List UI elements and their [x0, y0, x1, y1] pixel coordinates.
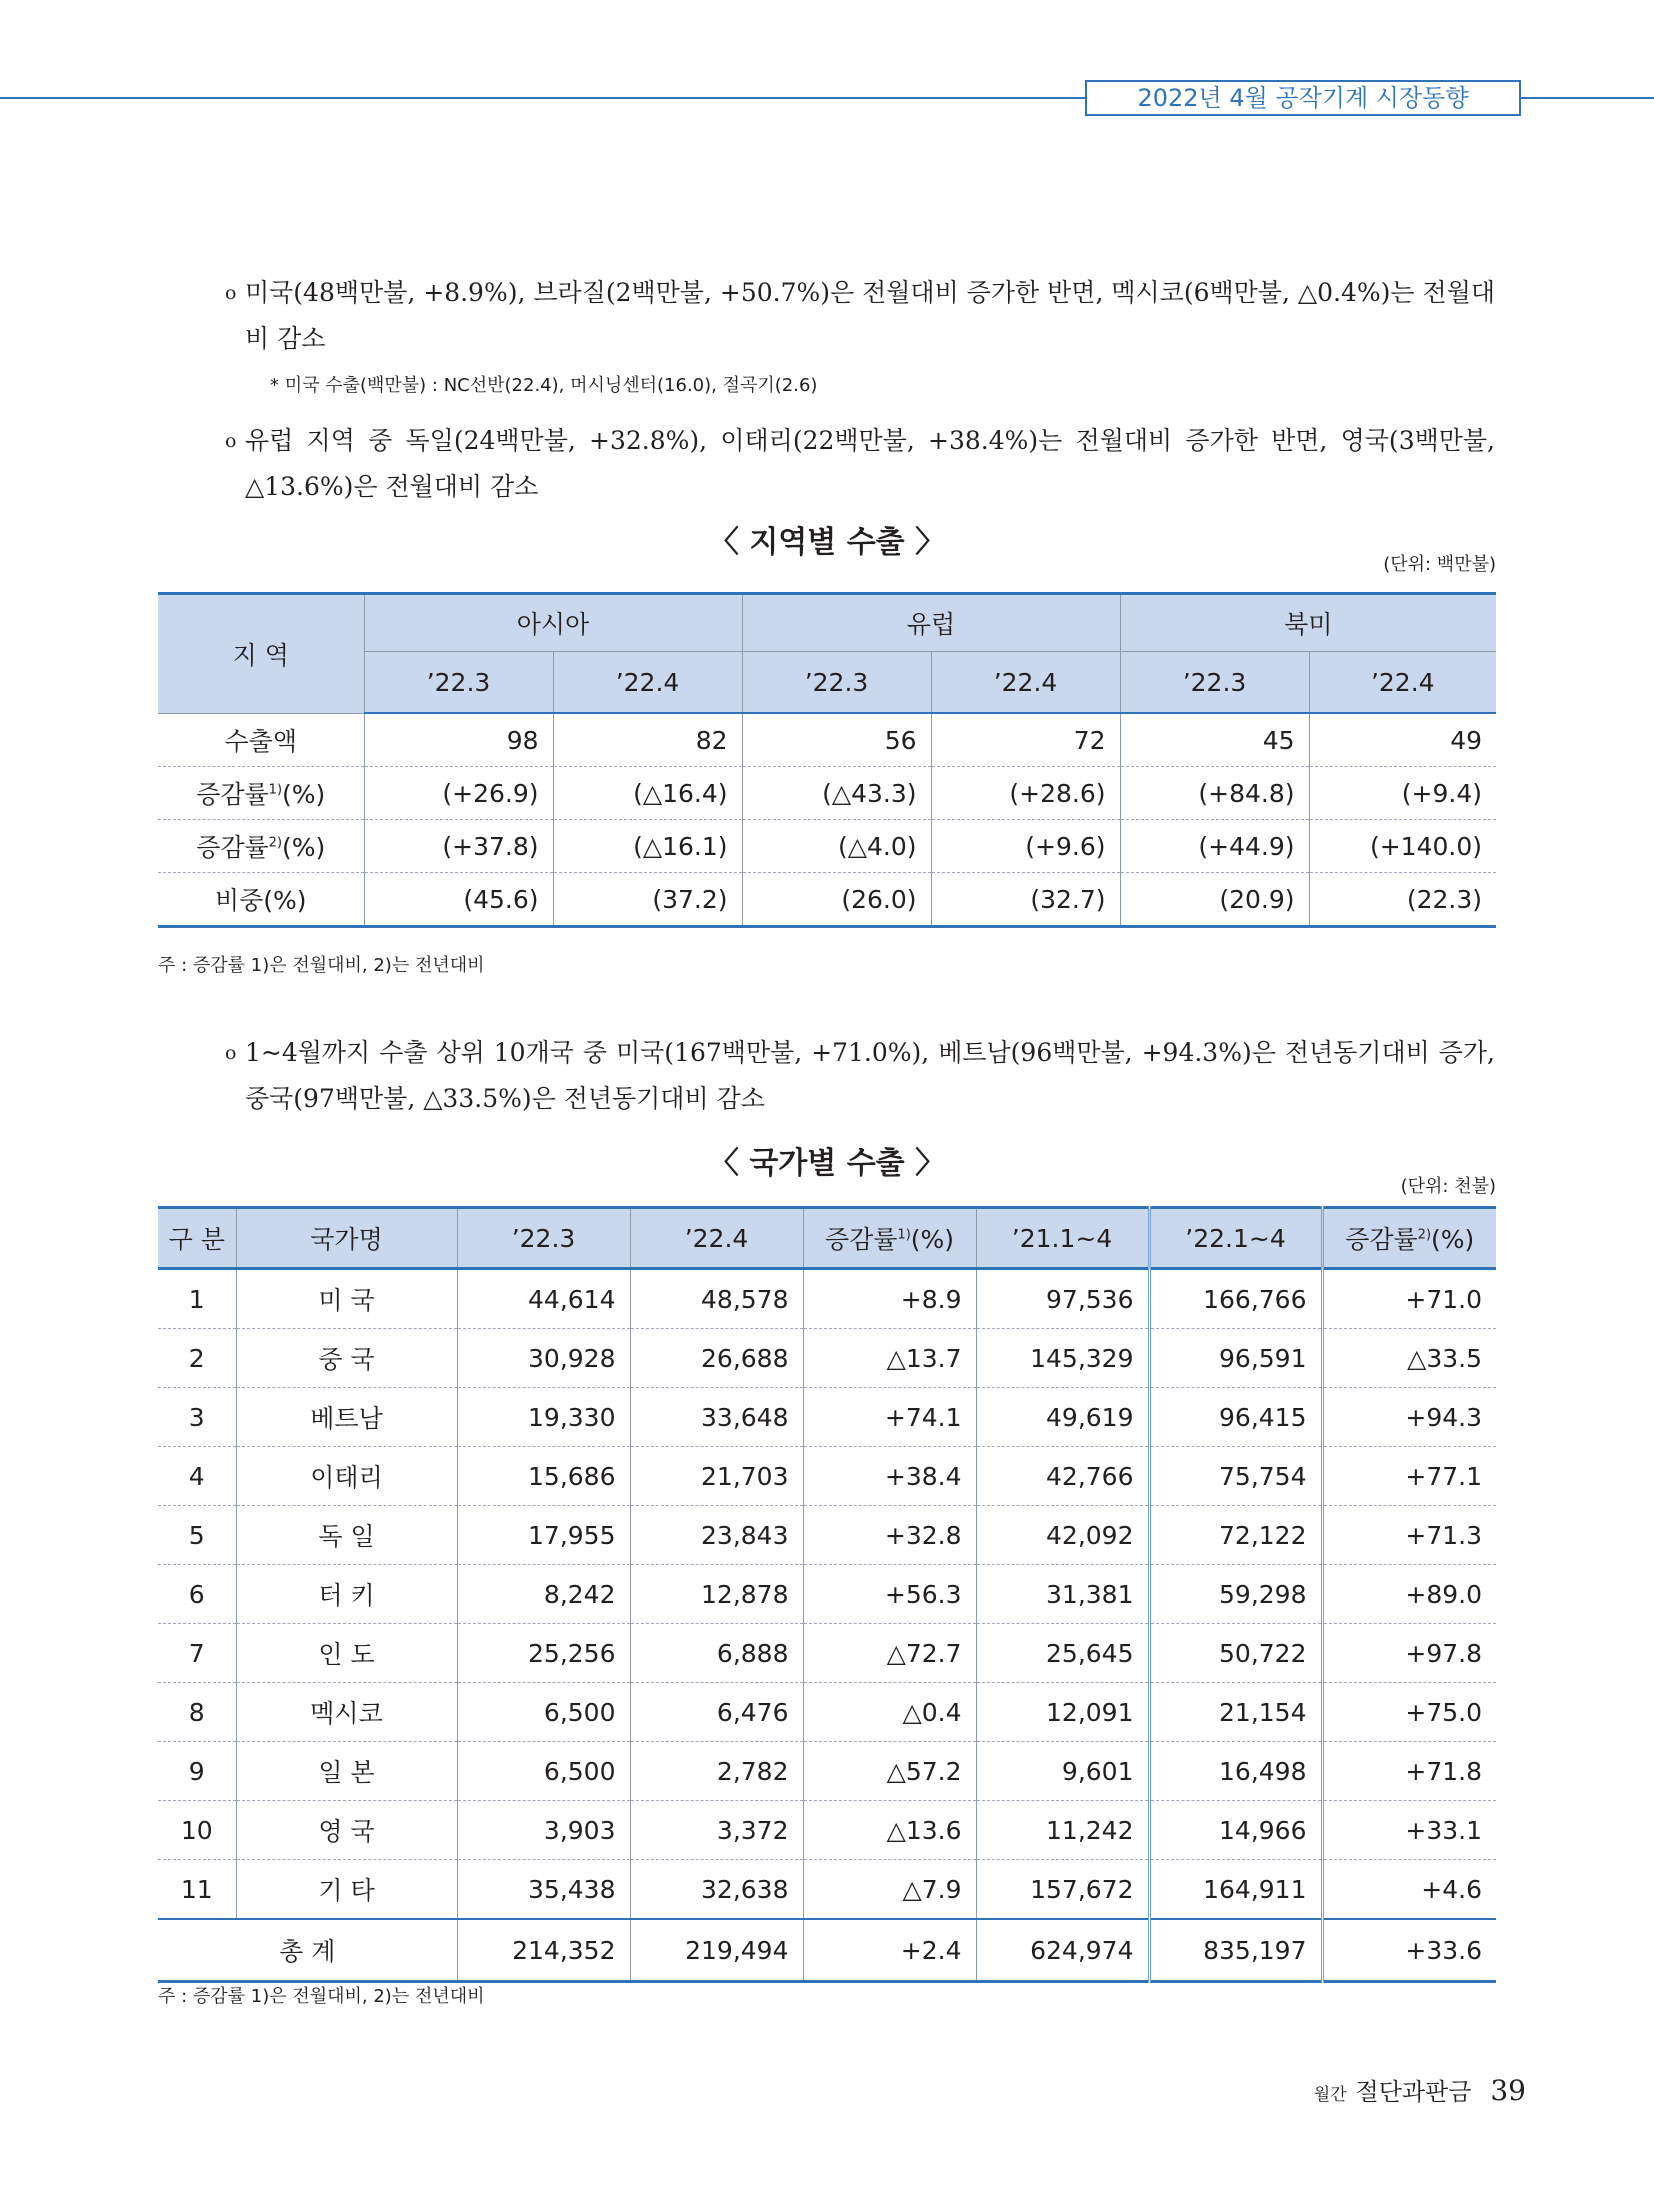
table-cell: 49,619 — [976, 1388, 1149, 1447]
table-cell: △7.9 — [803, 1860, 976, 1920]
table-cell: +4.6 — [1322, 1860, 1496, 1920]
bullet-marker: o — [225, 1042, 237, 1064]
table-cell: 72,122 — [1149, 1506, 1322, 1565]
table-cell: (△4.0) — [742, 820, 931, 873]
table-row — [158, 1742, 1496, 1801]
table-cell: +33.1 — [1322, 1801, 1496, 1860]
region-export-table — [158, 592, 1496, 928]
table-row — [158, 1329, 1496, 1388]
table-cell: 56 — [742, 713, 931, 767]
rank-cell: 9 — [158, 1742, 236, 1801]
column-header-text: 국가명 — [310, 1225, 383, 1254]
table-cell: (+84.8) — [1120, 767, 1309, 820]
country-export-table — [158, 1206, 1496, 1983]
table-cell: 35,438 — [457, 1860, 630, 1920]
rank-cell: 1 — [188, 1284, 205, 1314]
table-cell: 6,888 — [630, 1624, 803, 1683]
table-cell: (32.7) — [931, 873, 1120, 927]
table-cell: 21,154 — [1149, 1683, 1322, 1742]
country-name-cell: 인 도 — [236, 1624, 457, 1683]
table-cell: (+37.8) — [364, 820, 553, 873]
footnote-marker: 2) — [1417, 1227, 1432, 1243]
table-cell: +75.0 — [1322, 1683, 1496, 1742]
column-header-text: 증감률 — [824, 1225, 898, 1254]
table-row — [158, 1801, 1496, 1860]
footnote-marker: 2) — [268, 835, 283, 851]
table-cell: (+9.6) — [931, 820, 1120, 873]
table-cell: +56.3 — [803, 1565, 976, 1624]
total-cell: 624,974 — [976, 1919, 1149, 1982]
table-cell: +97.8 — [1322, 1624, 1496, 1683]
total-cell: 835,197 — [1149, 1919, 1322, 1982]
row-label-suffix: (%) — [282, 780, 326, 809]
table-row — [158, 1683, 1496, 1742]
table-cell: 6,500 — [457, 1742, 630, 1801]
table-cell: 3,372 — [630, 1801, 803, 1860]
table-cell: 166,766 — [1149, 1269, 1322, 1329]
column-header-text: ’22.3 — [511, 1223, 576, 1253]
table-cell: 42,766 — [976, 1447, 1149, 1506]
country-name-cell: 중 국 — [236, 1329, 457, 1388]
table-cell: 45 — [1120, 713, 1309, 767]
table-row — [158, 1565, 1496, 1624]
country-name-cell: 이태리 — [236, 1447, 457, 1506]
table-cell: 82 — [553, 713, 742, 767]
country-table-footnote: 주 : 증감률 1)은 전월대비, 2)는 전년대비 — [158, 1986, 485, 2007]
table-cell: (+9.4) — [1309, 767, 1496, 820]
table-row — [158, 1860, 1496, 1920]
table-cell: 16,498 — [1149, 1742, 1322, 1801]
country-name-cell: 베트남 — [236, 1388, 457, 1447]
table-cell: (△16.4) — [553, 767, 742, 820]
table-row — [158, 873, 1496, 927]
country-name-cell: 미 국 — [236, 1269, 457, 1329]
table-cell: △0.4 — [803, 1683, 976, 1742]
region-table-footnote: 주 : 증감률 1)은 전월대비, 2)는 전년대비 — [158, 955, 485, 976]
country-name-cell: 영 국 — [236, 1801, 457, 1860]
table-cell: +71.8 — [1322, 1742, 1496, 1801]
table-row — [158, 1447, 1496, 1506]
region-table-caption: 〈 지역별 수출 〉 — [708, 525, 946, 560]
paragraph-europe — [225, 418, 1495, 510]
table-cell: 145,329 — [976, 1329, 1149, 1388]
footnote-marker: 1) — [897, 1227, 911, 1243]
table-cell: +8.9 — [803, 1269, 976, 1329]
table-cell: 15,686 — [457, 1447, 630, 1506]
table-cell: △13.7 — [803, 1329, 976, 1388]
country-table-unit: (단위: 천불) — [1400, 1176, 1496, 1197]
table-cell: 6,476 — [630, 1683, 803, 1742]
table-cell: 14,966 — [1149, 1801, 1322, 1860]
table-cell: 8,242 — [457, 1565, 630, 1624]
period-header: ’22.4 — [553, 652, 742, 714]
row-label — [158, 820, 364, 873]
paragraph-text: 미국(48백만불, +8.9%), 브라질(2백만불, +50.7%)은 전월대비 증가한 반면, 멕시코(6백만불, △0.4%)는 전월대비 감소 — [245, 278, 1495, 353]
rank-cell: 8 — [158, 1683, 236, 1742]
table-cell: 50,722 — [1149, 1624, 1322, 1683]
table-cell: △72.7 — [803, 1624, 976, 1683]
column-header-text: ’22.4 — [684, 1223, 749, 1253]
page-footer — [1314, 2072, 1526, 2107]
group-header-europe: 유럽 — [742, 594, 1120, 652]
table-cell: (△16.1) — [553, 820, 742, 873]
paragraph-text: 유럽 지역 중 독일(24백만불, +32.8%), 이태리(22백만불, +38.4%)는 전월대비 증가한 반면, 영국(3백만불, △13.6%)은 전월대비 감소 — [245, 426, 1495, 501]
table-cell: (+26.9) — [364, 767, 553, 820]
column-header-suffix: (%) — [910, 1225, 955, 1254]
group-header-asia: 아시아 — [364, 594, 742, 652]
table-cell: 25,645 — [976, 1624, 1149, 1683]
group-header-north-america: 북미 — [1120, 594, 1496, 652]
table-row — [158, 767, 1496, 820]
row-label — [158, 873, 364, 927]
rank-cell: 3 — [158, 1388, 236, 1447]
table-cell: (+44.9) — [1120, 820, 1309, 873]
row-label-suffix: (%) — [282, 833, 326, 862]
column-header-text: ’21.1~4 — [1011, 1223, 1113, 1253]
column-header — [630, 1208, 803, 1269]
footnote-marker: 1) — [268, 782, 283, 798]
period-header: ’22.4 — [1309, 652, 1496, 714]
total-row — [158, 1919, 1496, 1982]
page-number: 39 — [1490, 2074, 1526, 2107]
period-header: ’22.3 — [742, 652, 931, 714]
table-cell: 12,878 — [630, 1565, 803, 1624]
table-cell: (45.6) — [364, 873, 553, 927]
column-header — [158, 1208, 236, 1269]
table-cell: +38.4 — [803, 1447, 976, 1506]
table-cell: 6,500 — [457, 1683, 630, 1742]
table-cell: 59,298 — [1149, 1565, 1322, 1624]
country-name-cell: 터 키 — [236, 1565, 457, 1624]
table-row — [158, 713, 1496, 767]
region-row-header: 지 역 — [158, 594, 364, 714]
rank-cell: 7 — [158, 1624, 236, 1683]
table-cell: 49 — [1309, 713, 1496, 767]
table-cell: 96,591 — [1149, 1329, 1322, 1388]
paragraph-us-brazil — [225, 270, 1495, 362]
rank-cell: 2 — [158, 1329, 236, 1388]
rank-cell: 11 — [158, 1860, 236, 1920]
total-cell: 219,494 — [630, 1919, 803, 1982]
table-cell: 32,638 — [630, 1860, 803, 1920]
rank-cell: 5 — [158, 1506, 236, 1565]
table-cell: 97,536 — [976, 1269, 1149, 1329]
rank-cell: 4 — [158, 1447, 236, 1506]
table-cell: +74.1 — [803, 1388, 976, 1447]
table-cell: 75,754 — [1149, 1447, 1322, 1506]
us-export-note: * 미국 수출(백만불) : NC선반(22.4), 머시닝센터(16.0), 절곡기(2.6) — [270, 375, 818, 396]
table-cell: 164,911 — [1149, 1860, 1322, 1920]
table-cell: +94.3 — [1322, 1388, 1496, 1447]
row-label — [158, 713, 364, 767]
footer-magazine: 절단과판금 — [1355, 2078, 1472, 2106]
table-cell: 44,614 — [457, 1269, 630, 1329]
table-cell: △13.6 — [803, 1801, 976, 1860]
table-cell: +89.0 — [1322, 1565, 1496, 1624]
column-header — [803, 1208, 976, 1269]
bullet-marker: o — [225, 430, 237, 452]
table-cell: 26,688 — [630, 1329, 803, 1388]
table-cell: 21,703 — [630, 1447, 803, 1506]
row-label-text: 수출액 — [224, 726, 297, 756]
table-cell: 3,903 — [457, 1801, 630, 1860]
table-cell: 157,672 — [976, 1860, 1149, 1920]
column-header — [1149, 1208, 1322, 1269]
table-cell: (22.3) — [1309, 873, 1496, 927]
total-cell: 214,352 — [457, 1919, 630, 1982]
period-header: ’22.3 — [364, 652, 553, 714]
table-cell: 25,256 — [457, 1624, 630, 1683]
country-name-cell: 일 본 — [236, 1742, 457, 1801]
column-header-text: 구 분 — [168, 1225, 225, 1254]
period-header: ’22.4 — [931, 652, 1120, 714]
row-label — [158, 767, 364, 820]
bullet-marker: o — [225, 282, 237, 304]
column-header-suffix: (%) — [1431, 1225, 1475, 1254]
table-cell: 12,091 — [976, 1683, 1149, 1742]
footer-prefix: 월간 — [1313, 2085, 1347, 2105]
region-table-unit: (단위: 백만불) — [1383, 554, 1496, 575]
table-cell: 17,955 — [457, 1506, 630, 1565]
rank-cell: 6 — [158, 1565, 236, 1624]
table-cell: (20.9) — [1120, 873, 1309, 927]
row-label-text: 증감률 — [196, 833, 269, 862]
table-cell: 48,578 — [630, 1269, 803, 1329]
column-header — [236, 1208, 457, 1269]
table-cell: 2,782 — [630, 1742, 803, 1801]
table-cell: (26.0) — [742, 873, 931, 927]
table-row — [158, 1506, 1496, 1565]
table-cell: +71.0 — [1322, 1269, 1496, 1329]
table-row — [158, 1624, 1496, 1683]
table-cell: △33.5 — [1322, 1329, 1496, 1388]
paragraph-top10 — [225, 1030, 1495, 1122]
paragraph-text: 1~4월까지 수출 상위 10개국 중 미국(167백만불, +71.0%), 베트남(96백만불, +94.3%)은 전년동기대비 증가, 중국(97백만불, △33.5%)은 전년동기대비 감소 — [245, 1038, 1495, 1113]
country-table-caption: 〈 국가별 수출 〉 — [708, 1146, 946, 1181]
total-cell: +33.6 — [1322, 1919, 1496, 1982]
total-cell: +2.4 — [803, 1919, 976, 1982]
table-cell: 33,648 — [630, 1388, 803, 1447]
country-name-cell: 독 일 — [236, 1506, 457, 1565]
country-name-cell: 멕시코 — [236, 1683, 457, 1742]
country-name-cell: 기 타 — [236, 1860, 457, 1920]
table-cell: 98 — [364, 713, 553, 767]
table-cell: +32.8 — [803, 1506, 976, 1565]
table-cell: △57.2 — [803, 1742, 976, 1801]
table-cell: (+28.6) — [931, 767, 1120, 820]
column-header — [976, 1208, 1149, 1269]
table-cell: +77.1 — [1322, 1447, 1496, 1506]
rank-cell: 10 — [158, 1801, 236, 1860]
period-header: ’22.3 — [1120, 652, 1309, 714]
column-header-text: 증감률 — [1345, 1225, 1418, 1254]
table-cell: 96,415 — [1149, 1388, 1322, 1447]
table-cell: 19,330 — [457, 1388, 630, 1447]
table-cell: +71.3 — [1322, 1506, 1496, 1565]
table-cell: 31,381 — [976, 1565, 1149, 1624]
table-cell: 11,242 — [976, 1801, 1149, 1860]
table-cell: 23,843 — [630, 1506, 803, 1565]
total-label: 총 계 — [158, 1919, 457, 1982]
column-header — [457, 1208, 630, 1269]
row-label-text: 비중(%) — [214, 886, 307, 915]
column-header-text: ’22.1~4 — [1185, 1223, 1286, 1253]
row-label-text: 증감률 — [196, 780, 269, 809]
table-cell: 30,928 — [457, 1329, 630, 1388]
column-header — [1322, 1208, 1496, 1269]
table-cell: (+140.0) — [1309, 820, 1496, 873]
table-row — [158, 1269, 1496, 1329]
table-cell: 9,601 — [976, 1742, 1149, 1801]
table-cell: 42,092 — [976, 1506, 1149, 1565]
table-cell: 72 — [931, 713, 1120, 767]
table-cell: (△43.3) — [742, 767, 931, 820]
running-header: 2022년 4월 공작기계 시장동향 — [1085, 80, 1521, 116]
table-row — [158, 1388, 1496, 1447]
table-row — [158, 820, 1496, 873]
table-cell: (37.2) — [553, 873, 742, 927]
